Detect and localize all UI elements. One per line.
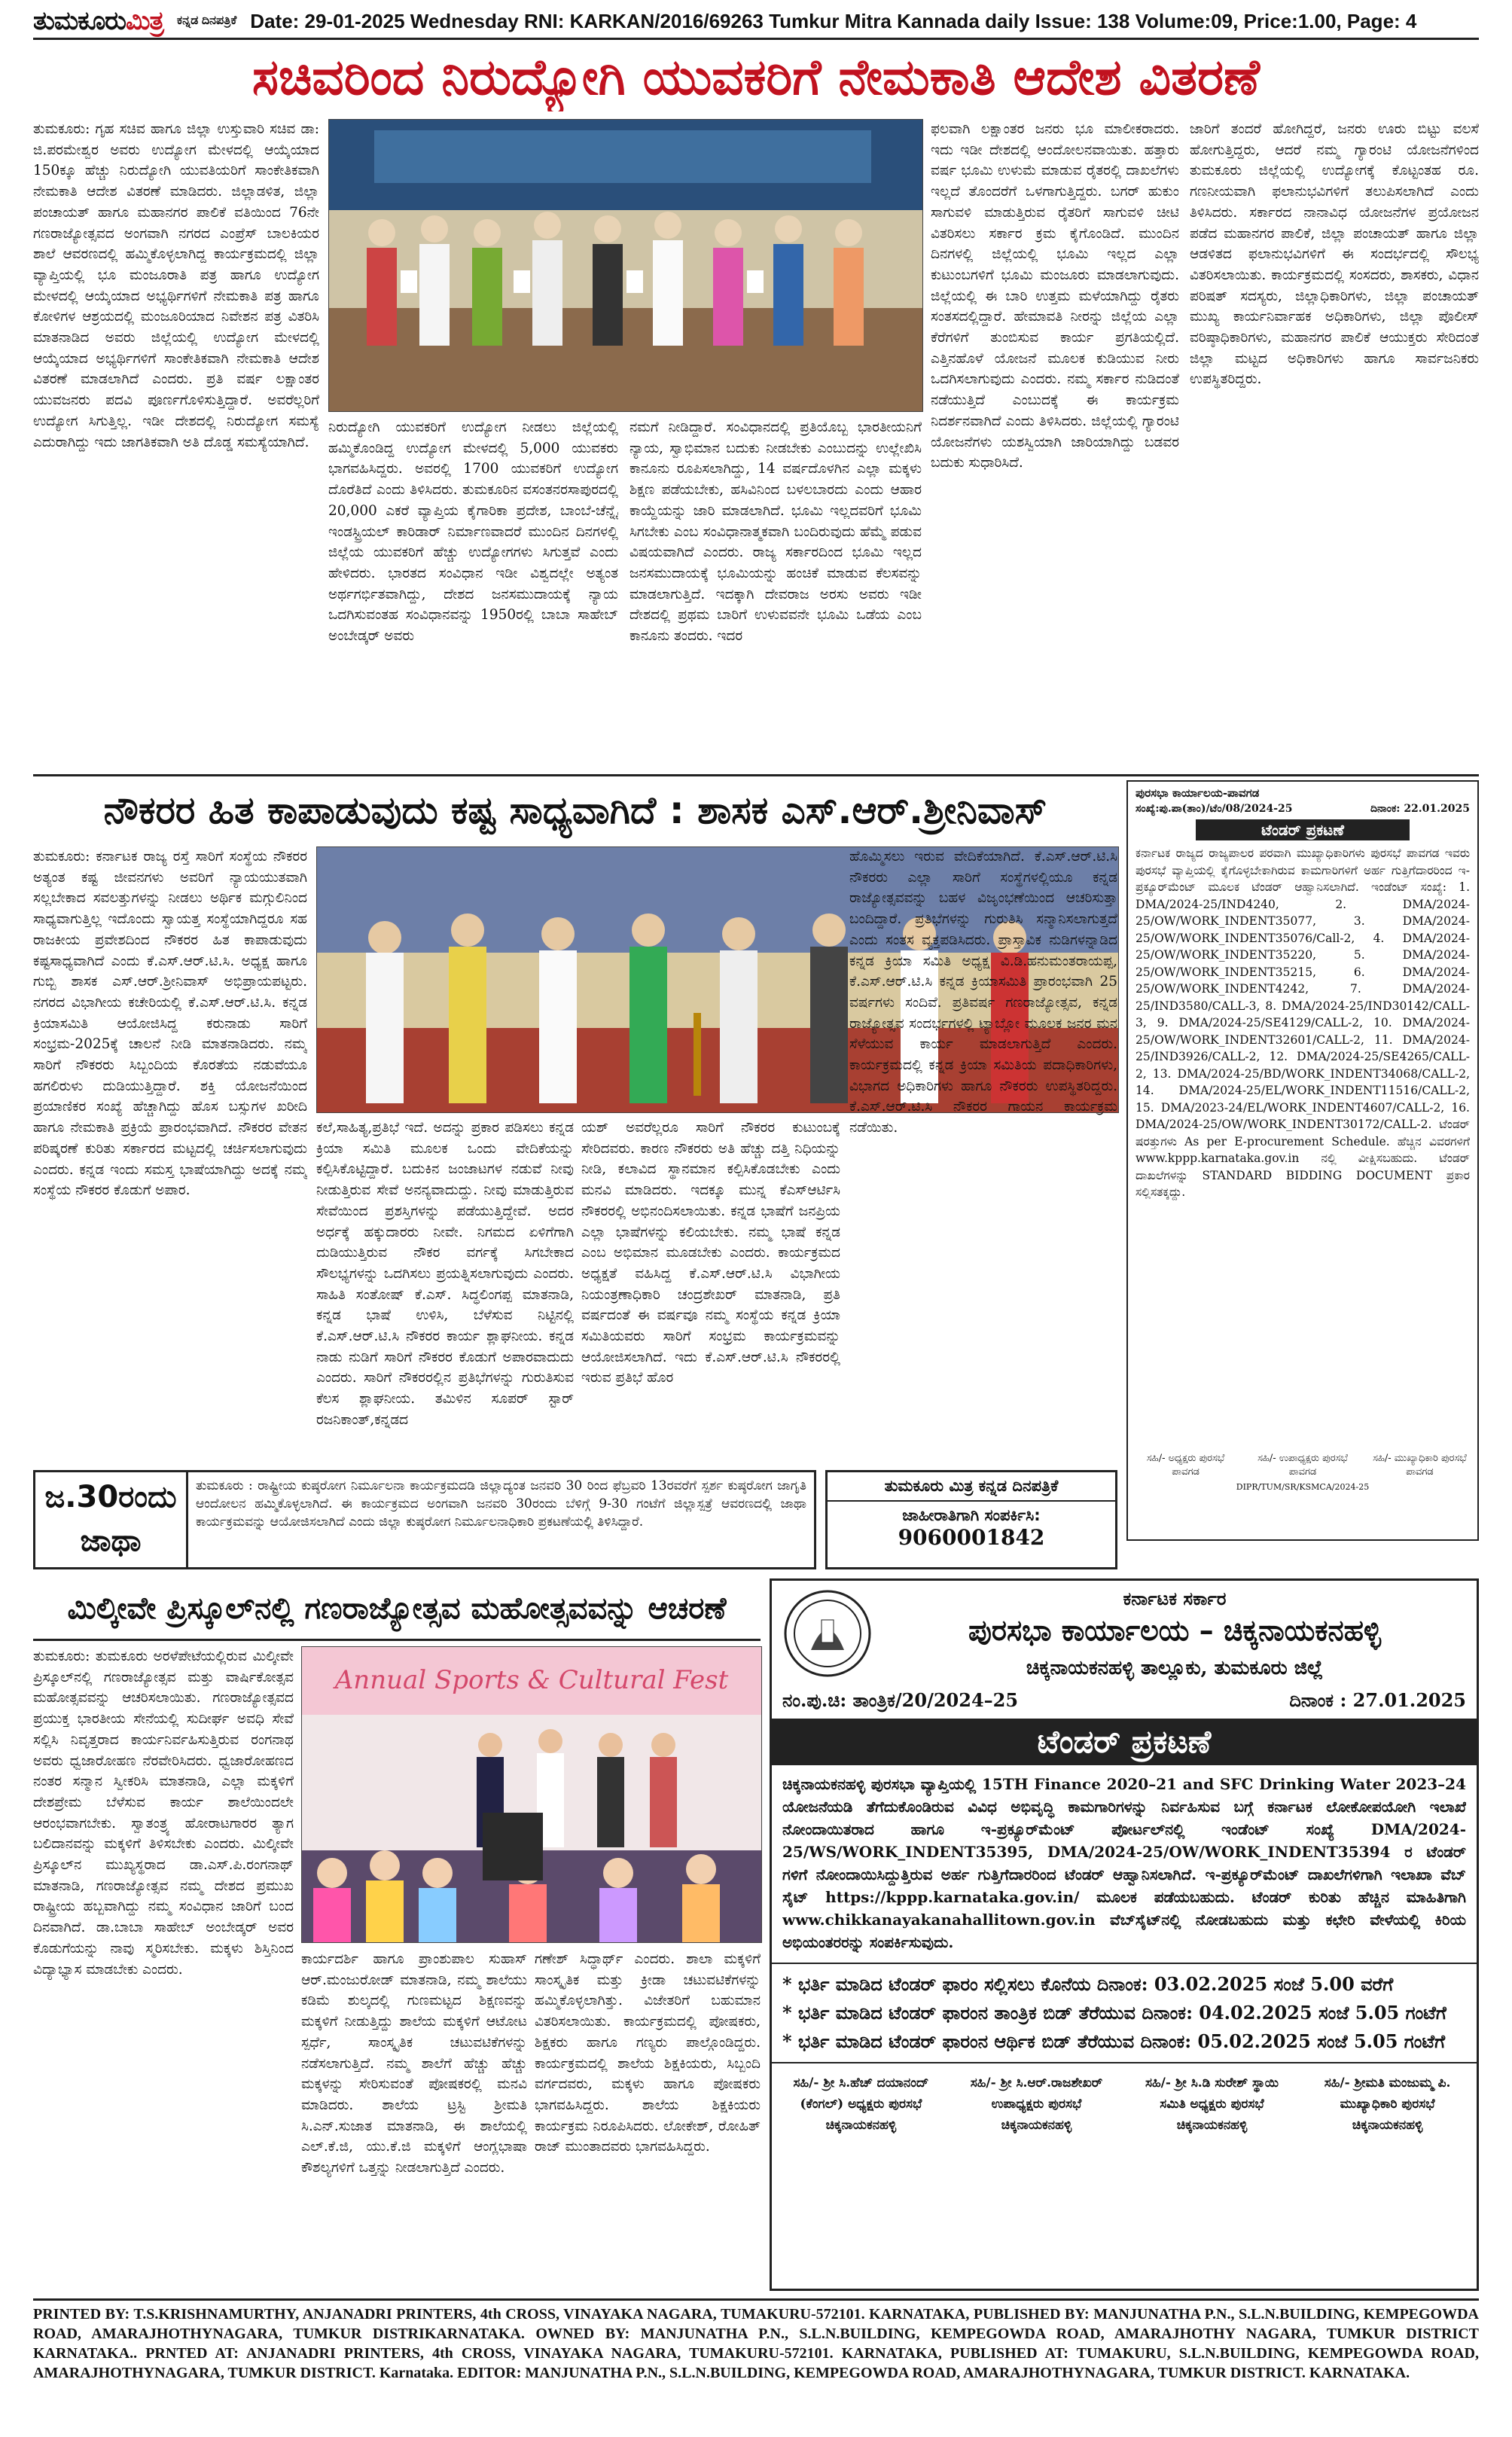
jatha-notice [33,1470,816,1569]
tender2-gov: ಕರ್ನಾಟಕ ಸರ್ಕಾರ [1123,1587,1227,1609]
advert-box [825,1470,1117,1569]
tender2-deadline3: * ಭರ್ತಿ ಮಾಡಿದ ಟೆಂಡರ್ ಫಾರಂನ ಆರ್ಥಿಕ ಬಿಡ್ ತೆರೆಯುವ ದಿನಾಂಕ: 05.02.2025 ಸಂಜೆ 5.05 ಗಂಟೆಗೆ [782,2030,1446,2052]
divider [33,774,1479,776]
tender2-body: ಚಿಕ್ಕನಾಯಕನಹಳ್ಳಿ ಪುರಸಭಾ ವ್ಯಾಪ್ತಿಯಲ್ಲಿ 15TH Finance 2020–21 and SFC Drinking Water 2023–24 ಯೋಜನೆಯಡಿ ತೆಗೆದುಕೊಂಡಿರುವ ವಿವಿಧ ಅಭಿವೃದ್ಧಿ ಕಾಮಗಾರಿಗಳನ್ನು ನಿರ್ವಹಿಸುವ ಬಗ್ಗೆ ಕರ್ನಾಟಕ ಲೋಕೋಪಯೋಗಿ ಇಲಾಖೆ ನೋಂದಾಯಿತರಾದ ಹಾಗೂ ಇ-ಪ್ರಕ್ಯೂರ್‌ಮೆಂಟ್ ಪೋರ್ಟಲ್‌ನಲ್ಲಿ ಇಂಡೆಂಟ್ ಸಂಖ್ಯೆ DMA/2024-25/WS/WORK_INDENT35395, DMA/2024-25/OW/WORK_INDENT35394 ರ ಟೆಂಡರ್ ಗಳಿಗೆ ನೋಂದಾಯಿಸಿದ್ದುತ್ತಿರುವ ಅರ್ಹ ಗುತ್ತಿಗೆದಾರರಿಂದ ಟೆಂಡರ್ ಆಹ್ವಾನಿಸಲಾಗಿದೆ. ಇ-ಪ್ರಕ್ಯೂರ್‌ಮೆಂಟ್ ದಾಖಲೆಗಳಿಗಾಗಿ ಇಲಾಖಾ ವೆಬ್ ಸೈಟ್ https://kppp.karnataka.gov.in/ ಮೂಲಕ ಪಡೆಯಬಹುದು. ಟೆಂಡರ್ ಕುರಿತು ಹೆಚ್ಚಿನ ಮಾಹಿತಿಗಾಗಿ www.chikkanayakanahallitown.gov.in ವೆಬ್‌ಸೈಟ್‌ನಲ್ಲಿ ನೋಡಬಹುದು ಮತ್ತು ಕಛೇರಿ ವೇಳೆಯಲ್ಲಿ ಕಿರಿಯ ಅಭಿಯಂತರರನ್ನು ಸಂಪರ್ಕಿಸುವುದು. [782,1775,1466,1951]
tender1-body: ಕರ್ನಾಟಕ ರಾಜ್ಯದ ರಾಜ್ಯಪಾಲರ ಪರವಾಗಿ ಮುಖ್ಯಾಧಿಕಾರಿಗಳು ಪುರಸಭೆ ಪಾವಗಡ ಇವರು ಪುರಸಭೆ ವ್ಯಾಪ್ತಿಯಲ್ಲಿ ಕೈಗೊಳ್ಳಬೇಕಾಗಿರುವ ಕಾಮಗಾರಿಗಳಿಗೆ ಅರ್ಹ ಗುತ್ತಿಗೆದಾರರಿಂದ ಇ-ಪ್ರಕ್ಯೂರ್‌ಮೆಂಟ್ ಮೂಲಕ ಟೆಂಡರ್ ಆಹ್ವಾನಿಸಲಾಗಿದೆ. ಇಂಡೆಂಟ್ ಸಂಖ್ಯೆ: 1. DMA/2024-25/IND4240, 2. DMA/2024-25/OW/WORK_INDENT35077, 3. DMA/2024-25/OW/WORK_INDENT35076/Call-2, 4. DMA/2024-25/OW/WORK_INDENT35220, 5. DMA/2024-25/OW/WORK_INDENT35215, 6. DMA/2024-25/OW/WORK_INDENT4242, 7. DMA/2024-25/IND3580/CALL-3, 8. DMA/2024-25/IND30142/CALL-3, 9. DMA/2024-25/SE4129/CALL-2, 10. DMA/2024-25/OW/WORK_INDENT32601/CALL-2, 11. DMA/2024-25/IND3926/CALL-2, 12. DMA/2024-25/SE4265/CALL-2, 13. DMA/2024-25/BD/WORK_INDENT34068/CALL-2, 14. DMA/2024-25/EL/WORK_INDENT11516/CALL-2, 15. DMA/2023-24/EL/WORK_INDENT4607/CALL-2, 16. DMA/2024-25/OW/WORK_INDENT30172/CALL-2. ಟೆಂಡರ್ ಷರತ್ತುಗಳು As per E-procurement Schedule. ಹೆಚ್ಚಿನ ವಿವರಗಳಿಗೆ www.kppp.karnataka.gov.in ನಲ್ಲಿ ವೀಕ್ಷಿಸಬಹುದು. ಟೆಂಡರ್ ದಾಖಲೆಗಳನ್ನು STANDARD BIDDING DOCUMENT ಪ್ರಕಾರ ಸಲ್ಲಿಸತಕ್ಕದ್ದು. [1136,846,1470,1199]
masthead [33,5,1479,40]
imprint-line: PRINTED BY: T.S.KRISHNAMURTHY, ANJANADRI PRINTERS, 4th CROSS, VINAYAKA NAGARA, TUMAKURU-572101. KARNATAKA, PUBLISHED BY: MANJUNATHA P.N., S.L.N.BUILDING, KEMPEGOWDA ROAD, AMARAJHOTHYNAGARA, TUMKUR DISTRIKARNATAKA. OWNED BY: MANJUNATHA P.N., S.L.N.BUILDING, KEMPEGOWDA ROAD, AMARAJHOTHY NAGARA, TUMKUR DISTRICT KARNATAKA.. PRNTED AT: ANJANADRI PRINTERS, 4th CROSS, VINAYAKA NAGARA, TUMAKURU-572101. KARNATAKA, PUBLISHED AT: TUMAKURU, S.L.N.BUILDING, KEMPEGOWDA ROAD, AMARAJHOTHYNAGARA, TUMKUR DISTRICT. Karnataka. EDITOR: MANJUNATHA P.N., S.L.N.BUILDING, KEMPEGOWDA ROAD, AMARAJHOTHYNAGARA, TUMKUR DISTRICT. KARNATAKA. [33,2306,1479,2381]
story3-col3: ಗಣೇಶ್ ಸಿದ್ಧಾರ್ಥ್ ಎಂದರು. ಶಾಲಾ ಮಕ್ಕಳಿಗೆ ಸಾಂಸ್ಕೃತಿಕ ಮತ್ತು ಕ್ರೀಡಾ ಚಟುವಟಿಕೆಗಳನ್ನು ಹಮ್ಮಿಕೊಳ್ಳಲಾಗಿತ್ತು. ವಿಜೇತರಿಗೆ ಬಹುಮಾನ ವಿತರಿಸಲಾಯಿತು. ಕಾರ್ಯಕ್ರಮದಲ್ಲಿ ಪೋಷಕರು, ಶಿಕ್ಷಕರು ಹಾಗೂ ಗಣ್ಯರು ಪಾಲ್ಗೊಂಡಿದ್ದರು. ಕಾರ್ಯಕ್ರಮದಲ್ಲಿ ಶಾಲೆಯ ಶಿಕ್ಷಕಿಯರು, ಸಿಬ್ಬಂದಿ ವರ್ಗದವರು, ಮಕ್ಕಳು ಹಾಗೂ ಪೋಷಕರು ಭಾಗವಹಿಸಿದ್ದರು. ಶಾಲೆಯ ಶಿಕ್ಷಕಿಯರು ಕಾರ್ಯಕ್ರಮ ನಿರೂಪಿಸಿದರು. ಲೋಕೇಶ್, ರೋಹಿತ್ ರಾಜ್ ಮುಂತಾದವರು ಭಾಗವಹಿಸಿದ್ದರು. [535,1951,761,2155]
tender1-sig1: ಸಹಿ/- ಅಧ್ಯಕ್ಷರು ಪುರಸಭೆ ಪಾವಗಡ [1146,1453,1225,1478]
banner-text: Annual Sports & Cultural Fest [334,1665,729,1695]
story2-headline: ನೌಕರರ ಹಿತ ಕಾಪಾಡುವುದು ಕಷ್ಟ ಸಾಧ್ಯವಾಗಿದೆ : ಶಾಸಕ ಎಸ್.ಆರ್.ಶ್ರೀನಿವಾಸ್ [103,788,1047,832]
story1-headline: ಸಚಿವರಿಂದ ನಿರುದ್ಯೋಗಿ ಯುವಕರಿಗೆ ನೇಮಕಾತಿ ಆದೇಶ ವಿತರಣೆ [251,48,1261,106]
story2-col3: ಯಶ್ ಅವರೆಲ್ಲರೂ ಸಾರಿಗೆ ನೌಕರರ ಕುಟುಂಬಕ್ಕೆ ಸೇರಿದವರು. ಕಾರಣ ನೌಕರರು ಅತಿ ಹೆಚ್ಚು ದತ್ತಿ ನಿಧಿಯನ್ನು ನೀಡಿ, ಕಲಾವಿದ ಸ್ಥಾನಮಾನ ಕಲ್ಪಿಸಿಕೊಡಬೇಕು ಎಂದು ಮನವಿ ಮಾಡಿದರು. ಇದಕ್ಕೂ ಮುನ್ನ ಕೆಎಸ್ಆರ್ಟಿಸಿ ನೌಕರರಲ್ಲಿ ಅಭಿನಂದಿಸಲಾಯಿತು. ಕನ್ನಡ ಭಾಷೆಗೆ ಜನಪ್ರಿಯ ಎಲ್ಲಾ ಭಾಷೆಗಳನ್ನು ಕಲಿಯಬೇಕು. ನಮ್ಮ ಭಾಷೆ ಕನ್ನಡ ಎಂಬ ಅಭಿಮಾನ ಮೂಡಬೇಕು ಎಂದರು. ಕಾರ್ಯಕ್ರಮದ ಅಧ್ಯಕ್ಷತೆ ವಹಿಸಿದ್ದ ಕೆ.ಎಸ್.ಆರ್.ಟಿ.ಸಿ ವಿಭಾಗೀಯ ನಿಯಂತ್ರಣಾಧಿಕಾರಿ ಚಂದ್ರಶೇಖರ್ ಮಾತನಾಡಿ, ಪ್ರತಿ ವರ್ಷದಂತೆ ಈ ವರ್ಷವೂ ನಮ್ಮ ಸಂಸ್ಥೆಯ ಕನ್ನಡ ಕ್ರಿಯಾ ಸಮಿತಿಯವರು ಸಾರಿಗೆ ಸಂಭ್ರಮ ಕಾರ್ಯಕ್ರಮವನ್ನು ಆಯೋಜಿಸಲಾಗಿದೆ. ಇದು ಕೆ.ಎಸ್.ಆರ್.ಟಿ.ಸಿ ನೌಕರರಲ್ಲಿ ಇರುವ ಪ್ರತಿಭೆ ಹೊರ [581,1120,840,1386]
tender2-date: ದಿನಾಂಕ : 27.01.2025 [1289,1689,1466,1711]
tender2-title: ಟೆಂಡರ್ ಪ್ರಕಟಣೆ [772,1719,1477,1765]
jatha-heading: ಜ.30ರಂದು ಜಾಥಾ [35,1472,188,1567]
tender1-sig2: ಸಹಿ/- ಉಪಾಧ್ಯಕ್ಷರು ಪುರಸಭೆ ಪಾವಗಡ [1257,1453,1348,1478]
issue-info: Date: 29-01-2025 Wednesday RNI: KARKAN/2016/69263 Tumkur Mitra Kannada daily Issue: 138 Volume:09, Price:1.00, Page: 4 [250,9,1417,32]
story3-headline: ಮಿಲ್ಕೀವೇ ಪ್ರಿಸ್ಕೂಲ್‌ನಲ್ಲಿ ಗಣರಾಜ್ಯೋತ್ಸವ ಮಹೋತ್ಸವವನ್ನು ಆಚರಣೆ [33,1578,761,1641]
story1-col4: ಫಲವಾಗಿ ಲಕ್ಷಾಂತರ ಜನರು ಭೂ ಮಾಲೀಕರಾದರು. ಇದು ಇಡೀ ದೇಶದಲ್ಲಿ ಆಂದೋಲನವಾಯಿತು. ಹತ್ತಾರು ವರ್ಷ ಭೂಮಿ ಉಳುಮೆ ಮಾಡುವ ರೈತರಲ್ಲಿ ದಾಖಲೆಗಳು ಇಲ್ಲದೆ ತೊಂದರೆಗೆ ಒಳಗಾಗುತ್ತಿದ್ದರು. ಬಗರ್ ಹುಕುಂ ಸಾಗುವಳಿ ಮಾಡುತ್ತಿರುವ ರೈತರಿಗೆ ಸಾಗುವಳಿ ಚೀಟಿ ವಿತರಿಸಲು ಸರ್ಕಾರ ಕ್ರಮ ಕೈಗೊಂಡಿದೆ. ಮುಂದಿನ ದಿನಗಳಲ್ಲಿ ಜಿಲ್ಲೆಯಲ್ಲಿ ಭೂಮಿ ಇಲ್ಲದ ಎಲ್ಲಾ ಕುಟುಂಬಗಳಿಗೆ ಭೂಮಿ ಮಂಜೂರು ಮಾಡಲಾಗುವುದು. ಜಿಲ್ಲೆಯಲ್ಲಿ ಈ ಬಾರಿ ಉತ್ತಮ ಮಳೆಯಾಗಿದ್ದು ರೈತರು ಸಂತಸದಲ್ಲಿದ್ದಾರೆ. ಹೇಮಾವತಿ ನೀರನ್ನು ಜಿಲ್ಲೆಯ ಎಲ್ಲಾ ಕೆರೆಗಳಿಗೆ ತುಂಬಿಸುವ ಕಾರ್ಯ ಪ್ರಗತಿಯಲ್ಲಿದೆ. ಎತ್ತಿನಹೊಳೆ ಯೋಜನೆ ಮೂಲಕ ಕುಡಿಯುವ ನೀರು ಒದಗಿಸಲಾಗುವುದು ಎಂದರು. ನಮ್ಮ ಸರ್ಕಾರ ನುಡಿದಂತೆ ನಡೆಯುತ್ತಿದೆ ಎಂಬುದಕ್ಕೆ ಈ ಕಾರ್ಯಕ್ರಮ ನಿದರ್ಶನವಾಗಿದೆ ಎಂದು ತಿಳಿಸಿದರು. ಜಿಲ್ಲೆಯಲ್ಲಿ ಗ್ಯಾರಂಟಿ ಯೋಜನೆಗಳು ಯಶಸ್ವಿಯಾಗಿ ಜಾರಿಯಾಗಿದ್ದು ಬಡವರ ಬದುಕು ಸುಧಾರಿಸಿದೆ. [931,121,1179,471]
story1-photo [328,119,923,412]
tender-notice-chikkanayakanahalli [770,1578,1479,2291]
story3-photo [301,1646,762,1943]
footer-divider [33,2298,1479,2301]
tender2-sig3: ಸಹಿ/- ಶ್ರೀ ಸಿ.ಡಿ ಸುರೇಶ್ ಸ್ಥಾಯಿ ಸಮಿತಿ ಅಧ್ಯಕ್ಷರು ಪುರಸಭೆ ಚಿಕ್ಕನಾಯಕನಹಳ್ಳಿ [1145,2076,1279,2133]
tender-notice-pavagada [1126,780,1479,1541]
ad-contact-label: ಜಾಹೀರಾತಿಗಾಗಿ ಸಂಪರ್ಕಿಸಿ: [902,1506,1041,1524]
story2-col1: ತುಮಕೂರು: ಕರ್ನಾಟಕ ರಾಜ್ಯ ರಸ್ತೆ ಸಾರಿಗೆ ಸಂಸ್ಥೆಯ ನೌಕರರ ಅತ್ಯಂತ ಕಷ್ಟ ಜೀವನಗಳು ಅವರಿಗೆ ನ್ಯಾಯಯುತವಾಗಿ ಸಲ್ಲಬೇಕಾದ ಸವಲತ್ತುಗಳನ್ನು ನೀಡಲು ಅರ್ಥಿಕ ಮಗ್ಗುಲಿನಿಂದ ಸಾಧ್ಯವಾಗುತ್ತಿಲ್ಲ ಇದೊಂದು ಸ್ವಾಯತ್ತ ಸಂಸ್ಥೆಯಾಗಿದ್ದರೂ ಸಹ ರಾಜಕೀಯ ಪ್ರವೇಶದಿಂದ ನೌಕರರ ಹಿತ ಕಾಪಾಡುವುದು ಕಷ್ಟಸಾಧ್ಯವಾಗಿದೆ ಎಂದು ಕೆ.ಎಸ್.ಆರ್.ಟಿ.ಸಿ. ಅಧ್ಯಕ್ಷ ಹಾಗೂ ಗುಬ್ಬಿ ಶಾಸಕ ಎಸ್.ಆರ್.ಶ್ರೀನಿವಾಸ್ ಅಭಿಪ್ರಾಯಪಟ್ಟರು. ನಗರದ ವಿಭಾಗೀಯ ಕಚೇರಿಯಲ್ಲಿ ಕೆ.ಎಸ್.ಆರ್.ಟಿ.ಸಿ. ಕನ್ನಡ ಕ್ರಿಯಾಸಮಿತಿ ಆಯೋಜಿಸಿದ್ದ ಕರುನಾಡು ಸಾರಿಗೆ ಸಂಭ್ರಮ-2025ಕ್ಕೆ ಚಾಲನೆ ನೀಡಿ ಮಾತನಾಡಿದರು. ನಮ್ಮ ಸಾರಿಗೆ ನೌಕರರು ಸಿಬ್ಬಂದಿಯ ಕೊರತೆಯ ನಡುವೆಯೂ ಹಗಲಿರುಳು ದುಡಿಯುತ್ತಿದ್ದಾರೆ. ಶಕ್ತಿ ಯೋಜನೆಯಿಂದ ಪ್ರಯಾಣಿಕರ ಸಂಖ್ಯೆ ಹೆಚ್ಚಾಗಿದ್ದು ಹೊಸ ಬಸ್ಸುಗಳ ಖರೀದಿ ಹಾಗೂ ನೇಮಕಾತಿ ಪ್ರಕ್ರಿಯೆ ಪ್ರಾರಂಭವಾಗಿದೆ. ನೌಕರರ ವೇತನ ಪರಿಷ್ಕರಣೆ ಕುರಿತು ಸರ್ಕಾರದ ಮಟ್ಟದಲ್ಲಿ ಚರ್ಚಿಸಲಾಗುವುದು ಎಂದರು. ಕನ್ನಡ ಇಂದು ಸಮಸ್ತ ಭಾಷೆಯಾಗಿದ್ದು ಅದಕ್ಕೆ ನಮ್ಮ ಸಂಸ್ಥೆಯ ನೌಕರರ ಕೊಡುಗೆ ಅಪಾರ. [33,849,307,1199]
tender2-sig2: ಸಹಿ/- ಶ್ರೀ ಸಿ.ಆರ್.ರಾಜಶೇಖರ್ ಉಪಾಧ್ಯಕ್ಷರು ಪುರಸಭೆ ಚಿಕ್ಕನಾಯಕನಹಳ್ಳಿ [970,2076,1103,2133]
karnataka-emblem-icon [782,1587,873,1680]
tender1-date: ದಿನಾಂಕ: 22.01.2025 [1370,803,1470,815]
ad-phone: 9060001842 [898,1525,1045,1550]
story1-col5: ಜಾರಿಗೆ ತಂದರೆ ಹೋಗಿದ್ದರೆ, ಜನರು ಊರು ಬಿಟ್ಟು ವಲಸೆ ಹೋಗುತ್ತಿದ್ದರು, ಆದರೆ ನಮ್ಮ ಗ್ಯಾರಂಟಿ ಯೋಜನೆಗಳಿಂದ ತುಮಕೂರು ಜಿಲ್ಲೆಯಲ್ಲಿ ಉದ್ಯೋಗಕ್ಕೆ ಕೊಟ್ಟಂತಹ ರೂ. ಗಣನೀಯವಾಗಿ ಫಲಾನುಭವಿಗಳಿಗೆ ತಲುಪಿಸಲಾಗಿದೆ ಎಂದು ತಿಳಿಸಿದರು. ಸರ್ಕಾರದ ನಾನಾವಿಧ ಯೋಜನೆಗಳ ಪ್ರಯೋಜನ ಪಡೆದ ಮಹಾನಗರ ಪಾಲಿಕೆ, ಜಿಲ್ಲಾ ಪಂಚಾಯತ್ ಹಾಗೂ ಜಿಲ್ಲಾ ಆಡಳಿತದ ಫಲಾನುಭವಿಗಳಿಗೆ ಈ ಸಂದರ್ಭದಲ್ಲಿ ಸೌಲಭ್ಯ ವಿತರಿಸಲಾಯಿತು. ಕಾರ್ಯಕ್ರಮದಲ್ಲಿ ಸಂಸದರು, ಶಾಸಕರು, ವಿಧಾನ ಪರಿಷತ್ ಸದಸ್ಯರು, ಜಿಲ್ಲಾಧಿಕಾರಿಗಳು, ಜಿಲ್ಲಾ ಪಂಚಾಯತ್ ಮುಖ್ಯ ಕಾರ್ಯನಿರ್ವಾಹಕ ಅಧಿಕಾರಿಗಳು, ಜಿಲ್ಲಾ ಪೊಲೀಸ್ ವರಿಷ್ಠಾಧಿಕಾರಿಗಳು, ಮಹಾನಗರ ಪಾಲಿಕೆ ಆಯುಕ್ತರು ಸೇರಿದಂತೆ ಜಿಲ್ಲಾ ಮಟ್ಟದ ಅಧಿಕಾರಿಗಳು ಹಾಗೂ ಸಾರ್ವಜನಿಕರು ಉಪಸ್ಥಿತರಿದ್ದರು. [1190,121,1479,388]
tender2-deadline1: * ಭರ್ತಿ ಮಾಡಿದ ಟೆಂಡರ್ ಫಾರಂ ಸಲ್ಲಿಸಲು ಕೊನೆಯ ದಿನಾಂಕ: 03.02.2025 ಸಂಜೆ 5.00 ವರೆಗೆ [782,1973,1394,1995]
story1-col2: ನಿರುದ್ಯೋಗಿ ಯುವಕರಿಗೆ ಉದ್ಯೋಗ ನೀಡಲು ಜಿಲ್ಲೆಯಲ್ಲಿ ಹಮ್ಮಿಕೊಂಡಿದ್ದ ಉದ್ಯೋಗ ಮೇಳದಲ್ಲಿ 5,000 ಯುವಕರು ಭಾಗವಹಿಸಿದ್ದರು. ಅವರಲ್ಲಿ 1700 ಯುವಕರಿಗೆ ಉದ್ಯೋಗ ದೊರೆತಿದೆ ಎಂದು ತಿಳಿಸಿದರು. ತುಮಕೂರಿನ ವಸಂತನರಸಾಪುರದಲ್ಲಿ 20,000 ಎಕರೆ ವ್ಯಾಪ್ತಿಯ ಕೈಗಾರಿಕಾ ಪ್ರದೇಶ, ಬಾಂಬೆ-ಚೆನ್ನೈ ಇಂಡಸ್ಟ್ರಿಯಲ್ ಕಾರಿಡಾರ್ ನಿರ್ಮಾಣವಾದರೆ ಮುಂದಿನ ದಿನಗಳಲ್ಲಿ ಜಿಲ್ಲೆಯ ಯುವಕರಿಗೆ ಹೆಚ್ಚು ಉದ್ಯೋಗಗಳು ಸಿಗುತ್ತವೆ ಎಂದು ಹೇಳಿದರು. ಭಾರತದ ಸಂವಿಧಾನ ಇಡೀ ವಿಶ್ವದಲ್ಲೇ ಅತ್ಯಂತ ಅರ್ಥಗರ್ಭಿತವಾಗಿದ್ದು, ದೇಶದ ಜನಸಮುದಾಯಕ್ಕೆ ನ್ಯಾಯ ಒದಗಿಸುವಂತಹ ಸಂವಿಧಾನವನ್ನು 1950ರಲ್ಲಿ ಬಾಬಾ ಸಾಹೇಬ್ ಅಂಬೇಡ್ಕರ್ ಅವರು [328,419,618,645]
tender2-deadline2: * ಭರ್ತಿ ಮಾಡಿದ ಟೆಂಡರ್ ಫಾರಂನ ತಾಂತ್ರಿಕ ಬಿಡ್ ತೆರೆಯುವ ದಿನಾಂಕ: 04.02.2025 ಸಂಜೆ 5.05 ಗಂಟೆಗೆ [782,2002,1446,2024]
school-celebration-image [302,1647,761,1942]
tender1-code: DIPR/TUM/SR/KSMCA/2024-25 [1236,1482,1370,1492]
jatha-text: ತುಮಕೂರು : ರಾಷ್ಟ್ರೀಯ ಕುಷ್ಠರೋಗ ನಿರ್ಮೂಲನಾ ಕಾರ್ಯಕ್ರಮದಡಿ ಜಿಲ್ಲಾದ್ಯಂತ ಜನವರಿ 30 ರಿಂದ ಫೆಬ್ರವರಿ 13ರವರೆಗೆ ಸ್ಪರ್ಶ ಕುಷ್ಠರೋಗ ಜಾಗೃತಿ ಆಂದೋಲನ ಹಮ್ಮಿಕೊಳ್ಳಲಾಗಿದೆ. ಈ ಕಾರ್ಯಕ್ರಮದ ಅಂಗವಾಗಿ ಜನವರಿ 30ರಂದು ಬೆಳಿಗ್ಗೆ 9-30 ಗಂಟೆಗೆ ಜಿಲ್ಲಾಸ್ಪತ್ರೆ ಆವರಣದಲ್ಲಿ ಜಾಥಾ ಕಾರ್ಯಕ್ರಮವನ್ನು ಆಯೋಜಿಸಲಾಗಿದೆ ಎಂದು ಜಿಲ್ಲಾ ಕುಷ್ಠರೋಗ ನಿರ್ಮೂಲನಾಧಿಕಾರಿ ಪ್ರಕಟಣೆಯಲ್ಲಿ ತಿಳಿಸಿದ್ದಾರೆ. [196,1478,806,1530]
story3-col2: ಕಾರ್ಯದರ್ಶಿ ಹಾಗೂ ಪ್ರಾಂಶುಪಾಲ ಸುಹಾಸ್ ಆರ್.ಮಂಜುರೋಡ್ ಮಾತನಾಡಿ, ನಮ್ಮ ಶಾಲೆಯು ಕಡಿಮೆ ಶುಲ್ಕದಲ್ಲಿ ಗುಣಮಟ್ಟದ ಶಿಕ್ಷಣವನ್ನು ಮಕ್ಕಳಿಗೆ ನೀಡುತ್ತಿದ್ದು ಶಾಲೆಯ ಮಕ್ಕಳಿಗೆ ಆಟೋಟ ಸ್ಪರ್ಧೆ, ಸಾಂಸ್ಕೃತಿಕ ಚಟುವಟಿಕೆಗಳನ್ನು ನಡೆಸಲಾಗುತ್ತಿದೆ. ನಮ್ಮ ಶಾಲೆಗೆ ಹೆಚ್ಚು ಹೆಚ್ಚು ಮಕ್ಕಳನ್ನು ಸೇರಿಸುವಂತೆ ಪೋಷಕರಲ್ಲಿ ಮನವಿ ಮಾಡಿದರು. ಶಾಲೆಯ ಟ್ರಸ್ಟಿ ಶ್ರೀಮತಿ ಸಿ.ಎನ್.ಸುಜಾತ ಮಾತನಾಡಿ, ಈ ಶಾಲೆಯಲ್ಲಿ ಎಲ್.ಕೆ.ಜಿ, ಯು.ಕೆ.ಜಿ ಮಕ್ಕಳಿಗೆ ಆಂಗ್ಲಭಾಷಾ ಕೌಶಲ್ಯಗಳಿಗೆ ಒತ್ತನ್ನು ನೀಡಲಾಗುತ್ತಿದೆ ಎಂದರು. [301,1951,527,2176]
story2-col4: ಹೊಮ್ಮಿಸಲು ಇರುವ ವೇದಿಕೆಯಾಗಿದೆ. ಕೆ.ಎಸ್.ಆರ್.ಟಿ.ಸಿ ನೌಕರರು ಎಲ್ಲಾ ಸಾರಿಗೆ ಸಂಸ್ಥೆಗಳಲ್ಲಿಯೂ ಕನ್ನಡ ರಾಜ್ಯೋತ್ಸವವನ್ನು ಬಹಳ ವಿಜೃಂಭಣೆಯಿಂದ ಆಚರಿಸುತ್ತಾ ಬಂದಿದ್ದಾರೆ. ಪ್ರತಿಭೆಗಳನ್ನು ಗುರುತಿಸಿ ಸನ್ಮಾನಿಸಲಾಗುತ್ತದೆ ಎಂದು ಸಂತಸ ವ್ಯಕ್ತಪಡಿಸಿದರು. ಪ್ರಾಸ್ತಾವಿಕ ನುಡಿಗಳನ್ನಾಡಿದ ಕನ್ನಡ ಕ್ರಿಯಾ ಸಮಿತಿ ಅಧ್ಯಕ್ಷ ವಿ.ಡಿ.ಹನುಮಂತರಾಯಪ್ಪ, ಕೆ.ಎಸ್.ಆರ್.ಟಿ.ಸಿ ಕನ್ನಡ ಕ್ರಿಯಾಸಮಿತಿ ಪ್ರಾರಂಭವಾಗಿ 25 ವರ್ಷಗಳು ಸಂದಿವೆ. ಪ್ರತಿವರ್ಷ ಗಣರಾಜ್ಯೋತ್ಸವ, ಕನ್ನಡ ರಾಜ್ಯೋತ್ಸವ ಸಂದರ್ಭಗಳಲ್ಲಿ ಟ್ಯಾಬ್ಲೋ ಮೂಲಕ ಜನರ ಮನ ಸೆಳೆಯುವ ಕಾರ್ಯ ಮಾಡಲಾಗುತ್ತಿದೆ ಎಂದರು. ಕಾರ್ಯಕ್ರಮದಲ್ಲಿ ಕನ್ನಡ ಕ್ರಿಯಾ ಸಮಿತಿಯ ಪದಾಧಿಕಾರಿಗಳು, ವಿಭಾಗದ ಅಧಿಕಾರಿಗಳು ಹಾಗೂ ನೌಕರರು ಉಪಸ್ಥಿತರಿದ್ದರು. ಕೆ.ಎಸ್.ಆರ್.ಟಿ.ಸಿ ನೌಕರರ ಗಾಯನ ಕಾರ್ಯಕ್ರಮ ನಡೆಯಿತು. [849,849,1117,1136]
tender1-office: ಪುರಸಭಾ ಕಾರ್ಯಾಲಯ-ಪಾವಗಡ [1136,786,1260,800]
ad-paper-name: ತುಮಕೂರು ಮಿತ್ರ ಕನ್ನಡ ದಿನಪತ್ರಿಕೆ [828,1472,1115,1502]
story1-col1: ತುಮಕೂರು: ಗೃಹ ಸಚಿವ ಹಾಗೂ ಜಿಲ್ಲಾ ಉಸ್ತುವಾರಿ ಸಚಿವ ಡಾ: ಜಿ.ಪರಮೇಶ್ವರ ಅವರು ಉದ್ಯೋಗ ಮೇಳದಲ್ಲಿ ಆಯ್ಕೆಯಾದ 150ಕ್ಕೂ ಹೆಚ್ಚು ನಿರುದ್ಯೋಗಿ ಯುವತಿಯರಿಗೆ ಸಾಂಕೇತಿಕವಾಗಿ ನೇಮಕಾತಿ ಆದೇಶ ವಿತರಣೆ ಮಾಡಿದರು. ಜಿಲ್ಲಾಡಳಿತ, ಜಿಲ್ಲಾ ಪಂಚಾಯತ್ ಹಾಗೂ ಮಹಾನಗರ ಪಾಲಿಕೆ ವತಿಯಿಂದ 76ನೇ ಗಣರಾಜ್ಯೋತ್ಸವದ ಅಂಗವಾಗಿ ನಗರದ ಎಂಪ್ರೆಸ್ ಬಾಲಕಿಯರ ಶಾಲೆ ಆವರಣದಲ್ಲಿ ಹಮ್ಮಿಕೊಳ್ಳಲಾಗಿದ್ದ ಕಾರ್ಯಕ್ರಮದಲ್ಲಿ ಜಿಲ್ಲಾ ವ್ಯಾಪ್ತಿಯಲ್ಲಿ ಭೂ ಮಂಜೂರಾತಿ ಪತ್ರ ಹಾಗೂ ಉದ್ಯೋಗ ಮೇಳದಲ್ಲಿ ಆಯ್ಕೆಯಾದ ಅಭ್ಯರ್ಥಿಗಳಿಗೆ ನೇಮಕಾತಿ ಪತ್ರ ಹಾಗೂ ಕೋಳಿಗಳ ಆಶ್ರಯದಲ್ಲಿ ಮಂಜೂರಿಯಾದ ನಿವೇಶನ ಪತ್ರ ವಿತರಿಸಿ ಮಾತನಾಡಿದ ಅವರು ಜಿಲ್ಲೆಯಲ್ಲಿ ಉದ್ಯೋಗ ಮೇಳದಲ್ಲಿ ಆಯ್ಕೆಯಾದ ಅಭ್ಯರ್ಥಿಗಳಿಗೆ ಸಾಂಕೇತಿಕವಾಗಿ ನೇಮಕಾತಿ ಆದೇಶ ವಿತರಣೆ ಮಾಡಲಾಗಿದೆ ಎಂದರು. ಪ್ರತಿ ವರ್ಷ ಲಕ್ಷಾಂತರ ಯುವಜನರು ಪದವಿ ಪೂರ್ಣಗೊಳಿಸುತ್ತಿದ್ದಾರೆ. ಅವರೆಲ್ಲರಿಗೆ ಉದ್ಯೋಗ ಸಿಗುತ್ತಿಲ್ಲ. ಇಡೀ ದೇಶದಲ್ಲಿ ನಿರುದ್ಯೋಗ ಸಮಸ್ಯೆ ಎದುರಾಗಿದ್ದು ಇದು ಜಾಗತಿಕವಾಗಿ ಅತಿ ದೊಡ್ಡ ಸಮಸ್ಯೆಯಾಗಿದೆ. [33,121,319,450]
tender1-ref: ಸಂಖ್ಯೆ:ಪು.ಪಾ(ತಾಂ)/ಟೆಂ/08/2024-25 [1136,803,1293,815]
tender1-sig3: ಸಹಿ/- ಮುಖ್ಯಾಧಿಕಾರಿ ಪುರಸಭೆ ಪಾವಗಡ [1373,1453,1467,1478]
story2-col2: ಕಲೆ,ಸಾಹಿತ್ಯ,ಪ್ರತಿಭೆ ಇದೆ. ಅದನ್ನು ಪ್ರಕಾರ ಪಡಿಸಲು ಕನ್ನಡ ಕ್ರಿಯಾ ಸಮಿತಿ ಮೂಲಕ ಒಂದು ವೇದಿಕೆಯನ್ನು ಕಲ್ಪಿಸಿಕೊಟ್ಟಿದ್ದಾರೆ. ಬದುಕಿನ ಜಂಜಾಟಗಳ ನಡುವೆ ನೀವು ನೀಡುತ್ತಿರುವ ಸೇವೆ ಅನನ್ಯವಾದುದ್ದು. ನೀವು ಮಾಡುತ್ತಿರುವ ಸೇವೆಯಿಂದ ಪ್ರಶಸ್ತಿಗಳನ್ನು ಪಡೆಯುತ್ತಿದ್ದೇವೆ. ಅದರ ಅರ್ಧಕ್ಕೆ ಹಕ್ಕುದಾರರು ನೀವೇ. ನಿಗಮದ ಏಳಿಗೆಗಾಗಿ ದುಡಿಯುತ್ತಿರುವ ನೌಕರ ವರ್ಗಕ್ಕೆ ಸಿಗಬೇಕಾದ ಸೌಲಭ್ಯಗಳನ್ನು ಒದಗಿಸಲು ಪ್ರಯತ್ನಿಸಲಾಗುವುದು ಎಂದರು. ಸಾಹಿತಿ ಸಂತೋಷ್ ಕೆ.ಎಸ್. ಸಿದ್ಧಲಿಂಗಪ್ಪ ಮಾತನಾಡಿ, ಕನ್ನಡ ಭಾಷೆ ಉಳಿಸಿ, ಬೆಳೆಸುವ ನಿಟ್ಟಿನಲ್ಲಿ ಕೆ.ಎಸ್.ಆರ್.ಟಿ.ಸಿ ನೌಕರರ ಕಾರ್ಯ ಶ್ಲಾಘನೀಯ. ಕನ್ನಡ ನಾಡು ನುಡಿಗೆ ಸಾರಿಗೆ ನೌಕರರ ಕೊಡುಗೆ ಅಪಾರವಾದುದು ಎಂದರು. ಸಾರಿಗೆ ನೌಕರರಲ್ಲಿನ ಪ್ರತಿಭೆಗಳನ್ನು ಗುರುತಿಸುವ ಕೆಲಸ ಶ್ಲಾಘನೀಯ. ತಮಿಳಿನ ಸೂಪರ್ ಸ್ಟಾರ್ ರಜನಿಕಾಂತ್,ಕನ್ನಡದ [316,1120,574,1428]
newspaper-logo: ತುಮಕೂರುಮಿತ್ರ [33,6,163,35]
tender2-ref: ನಂ.ಪು.ಚಿ: ತಾಂತ್ರಿಕ/20/2024–25 [782,1689,1019,1711]
newspaper-tagline: ಕನ್ನಡ ದಿನಪತ್ರಿಕೆ [176,14,237,27]
tender2-sig1: ಸಹಿ/- ಶ್ರೀ ಸಿ.ಹೆಚ್ ದಯಾನಂದ್ (ಕೆಂಗಲ್) ಅಧ್ಯಕ್ಷರು ಪುರಸಭೆ ಚಿಕ್ಕನಾಯಕನಹಳ್ಳಿ [793,2076,929,2133]
story3-col1: ತುಮಕೂರು: ತುಮಕೂರು ಅರಳೆಪೇಟೆಯಲ್ಲಿರುವ ಮಿಲ್ಕೀವೇ ಪ್ರಿಸ್ಕೂಲ್‌ನಲ್ಲಿ ಗಣರಾಜ್ಯೋತ್ಸವ ಮತ್ತು ವಾರ್ಷಿಕೋತ್ಸವ ಮಹೋತ್ಸವವನ್ನು ಆಚರಿಸಲಾಯಿತು. ಗಣರಾಜ್ಯೋತ್ಸವದ ಪ್ರಯುಕ್ತ ಭಾರತೀಯ ಸೇನೆಯಲ್ಲಿ ಸುದೀರ್ಘ ಅವಧಿ ಸೇವೆ ಸಲ್ಲಿಸಿ ನಿವೃತ್ತರಾದ ಕಾರ್ಯನಿರ್ವಹಿಸುತ್ತಿರುವ ರಂಗನಾಥ ಅವರು ಧ್ವಜಾರೋಹಣ ನೆರವೇರಿಸಿದರು. ಧ್ವಜಾರೋಹಣದ ನಂತರ ಸನ್ಮಾನ ಸ್ವೀಕರಿಸಿ ಮಾತನಾಡಿ, ಎಲ್ಲಾ ಮಕ್ಕಳಿಗೆ ದೇಶಪ್ರೇಮ ಬೆಳೆಸುವ ಕಾರ್ಯ ಶಾಲೆಯಿಂದಲೇ ಆರಂಭವಾಗಬೇಕು. ಸ್ವಾತಂತ್ರ್ಯ ಹೋರಾಟಗಾರರ ತ್ಯಾಗ ಬಲಿದಾನವನ್ನು ಮಕ್ಕಳಿಗೆ ತಿಳಿಸಬೇಕು ಎಂದರು. ಮಿಲ್ಕೀವೇ ಪ್ರಿಸ್ಕೂಲ್‌ನ ಮುಖ್ಯಸ್ಥರಾದ ಡಾ.ಎಸ್.ಪಿ.ರಂಗನಾಥ್ ಮಾತನಾಡಿ, ಗಣರಾಜ್ಯೋತ್ಸವ ನಮ್ಮ ದೇಶದ ಪ್ರಮುಖ ರಾಷ್ಟ್ರೀಯ ಹಬ್ಬವಾಗಿದ್ದು ನಮ್ಮ ಸಂವಿಧಾನ ಜಾರಿಗೆ ಬಂದ ದಿನವಾಗಿದೆ. ಡಾ.ಬಾಬಾ ಸಾಹೇಬ್ ಅಂಬೇಡ್ಕರ್ ಅವರ ಕೊಡುಗೆಯನ್ನು ನಾವು ಸ್ಮರಿಸಬೇಕು. ಮಕ್ಕಳು ಶಿಸ್ತಿನಿಂದ ವಿದ್ಯಾಭ್ಯಾಸ ಮಾಡಬೇಕು ಎಂದರು. [33,1649,294,1978]
tender2-sig4: ಸಹಿ/- ಶ್ರೀಮತಿ ಮಂಜುಮ್ಮ ಪಿ. ಮುಖ್ಯಾಧಿಕಾರಿ ಪುರಸಭೆ ಚಿಕ್ಕನಾಯಕನಹಳ್ಳಿ [1324,2076,1451,2133]
tender1-title: ಟೆಂಡರ್ ಪ್ರಕಟಣೆ [1196,819,1410,840]
tender2-office: ಪುರಸಭಾ ಕಾರ್ಯಾಲಯ – ಚಿಕ್ಕನಾಯಕನಹಳ್ಳಿ [968,1613,1382,1647]
story1-col3: ನಮಗೆ ನೀಡಿದ್ದಾರೆ. ಸಂವಿಧಾನದಲ್ಲಿ ಪ್ರತಿಯೊಬ್ಬ ಭಾರತೀಯನಿಗೆ ನ್ಯಾಯ, ಸ್ವಾಭಿಮಾನ ಬದುಕು ನೀಡಬೇಕು ಎಂಬುದನ್ನು ಉಲ್ಲೇಖಿಸಿ ಕಾನೂನು ರೂಪಿಸಲಾಗಿದ್ದು, 14 ವರ್ಷದೊಳಗಿನ ಎಲ್ಲಾ ಮಕ್ಕಳು ಶಿಕ್ಷಣ ಪಡೆಯಬೇಕು, ಹಸಿವಿನಿಂದ ಬಳಲಬಾರದು ಎಂದು ಆಹಾರ ಕಾಯ್ದೆಯನ್ನು ಜಾರಿ ಮಾಡಲಾಗಿದೆ. ಭೂಮಿ ಇಲ್ಲದವರಿಗೆ ಭೂಮಿ ಸಿಗಬೇಕು ಎಂಬ ಸಂವಿಧಾನಾತ್ಮಕವಾಗಿ ಬಂದಿರುವುದು ಹೆಮ್ಮೆ ಪಡುವ ವಿಷಯವಾಗಿದೆ ಎಂದರು. ರಾಜ್ಯ ಸರ್ಕಾರದಿಂದ ಭೂಮಿ ಇಲ್ಲದ ಜನಸಮುದಾಯಕ್ಕೆ ಭೂಮಿಯನ್ನು ಹಂಚಿಕೆ ಮಾಡುವ ಕೆಲಸವನ್ನು ಮಾಡಲಾಗುತ್ತಿದೆ. ಇದಕ್ಕಾಗಿ ದೇವರಾಜ ಅರಸು ಅವರು ಇಡೀ ದೇಶದಲ್ಲಿ ಪ್ರಥಮ ಬಾರಿಗೆ ಉಳುವವನೇ ಭೂಮಿ ಒಡೆಯ ಎಂಬ ಕಾನೂನು ತಂದರು. ಇದರ [629,419,922,645]
tender2-taluk: ಚಿಕ್ಕನಾಯಕನಹಳ್ಳಿ ತಾಲ್ಲೂಕು, ತುಮಕೂರು ಜಿಲ್ಲೆ [1026,1656,1324,1679]
award-ceremony-image [329,120,922,411]
